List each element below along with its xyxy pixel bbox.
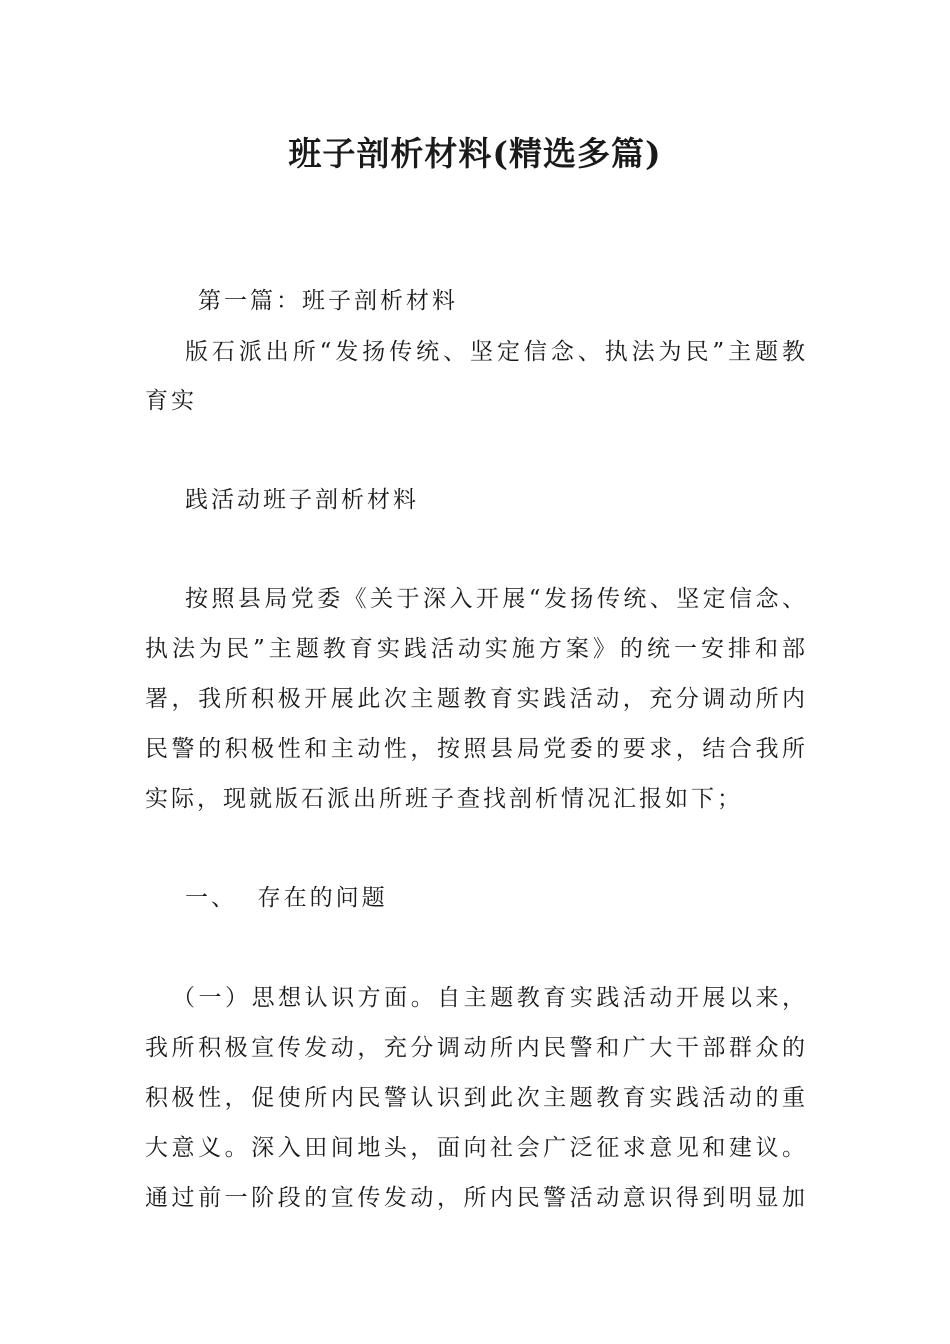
subtitle-line: 育实 — [145, 388, 197, 414]
subtitle-line: 践活动班子剖析材料 — [185, 487, 419, 513]
paragraph-line: 署，我所积极开展此次主题教育实践活动，充分调动所内 — [145, 686, 805, 712]
section-heading: 第一篇：班子剖析材料 — [198, 288, 458, 314]
paragraph-line: 实际，现就版石派出所班子查找剖析情况汇报如下； — [145, 786, 743, 812]
subtitle-line: 版石派出所“发扬传统、坚定信念、执法为民”主题教 — [185, 339, 805, 365]
paragraph-line: 民警的积极性和主动性，按照县局党委的要求，结合我所 — [145, 736, 805, 762]
paragraph-line: 执法为民”主题教育实践活动实施方案》的统一安排和部 — [145, 636, 805, 662]
paragraph-line: 积极性，促使所内民警认识到此次主题教育实践活动的重 — [145, 1085, 805, 1111]
paragraph-line: 按照县局党委《关于深入开展“发扬传统、坚定信念、 — [185, 586, 805, 612]
section-heading-one: 一、 存在的问题 — [185, 885, 388, 911]
paragraph-line: 大意义。深入田间地头，面向社会广泛征求意见和建议。 — [145, 1135, 805, 1161]
paragraph-line: 通过前一阶段的宣传发动，所内民警活动意识得到明显加 — [145, 1185, 805, 1211]
document-title: 班子剖析材料(精选多篇) — [288, 134, 662, 173]
paragraph-line: 我所积极宣传发动，充分调动所内民警和广大干部群众的 — [145, 1035, 805, 1061]
paragraph-line: （一）思想认识方面。自主题教育实践活动开展以来， — [172, 985, 805, 1011]
